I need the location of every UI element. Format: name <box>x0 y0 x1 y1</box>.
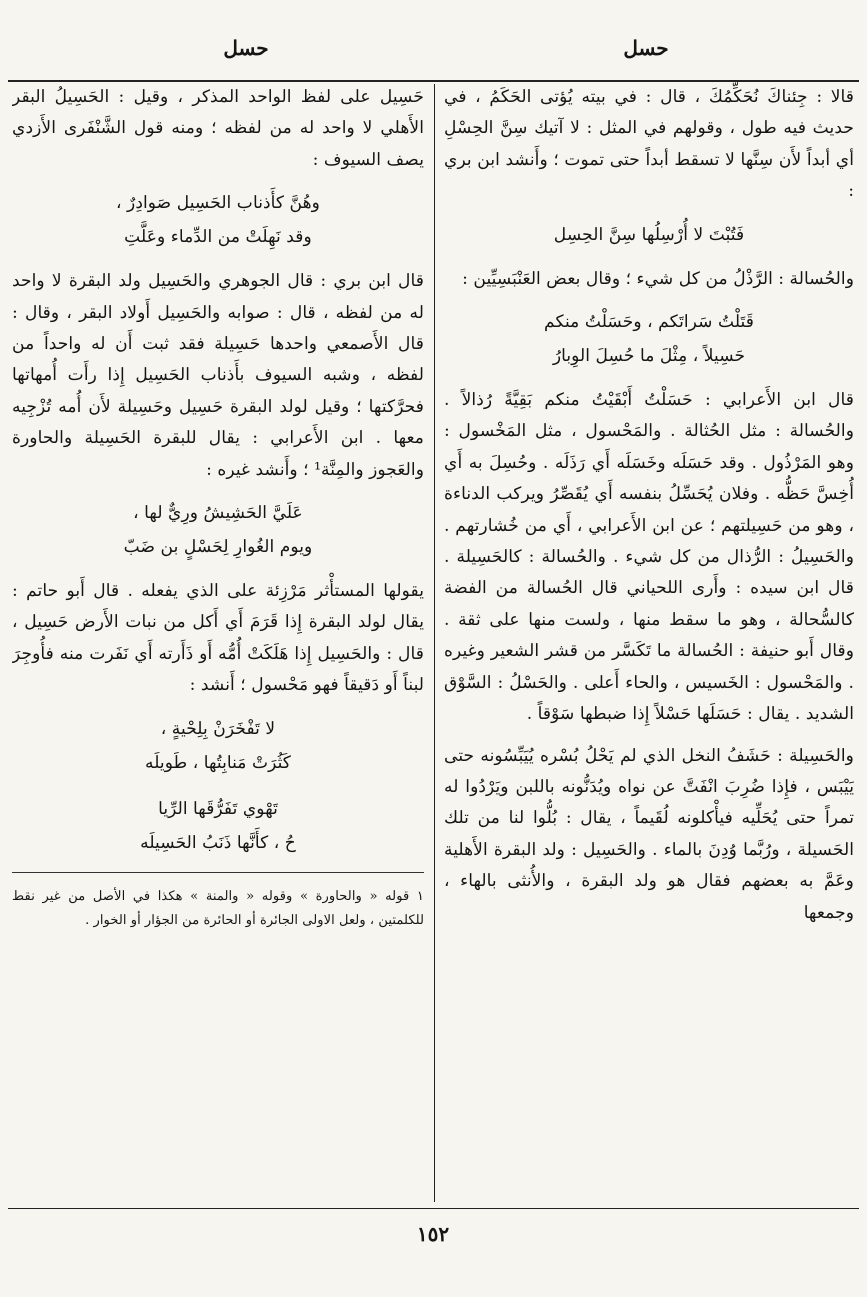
paragraph: قالا : جِئناكَ نُحَكِّمُكَ ، قال : في بيته يُؤتى الحَكَمُ ، في حديث فيه طول ، وقولهم في المثل : لا آتيك سِنَّ الحِسْلِ أي أبداً لأَن سِنَّها لا تسقط أبداً حتى تموت ؛ وأَنشد ابن بري : <box>444 87 854 202</box>
paragraph: والحُسالة : الرَّذْلُ من كل شيء ؛ وقال بعض العَنْبَسِيِّين : <box>462 268 854 289</box>
verse-line: قَتَلْتُ سَراتَكم ، وحَسَلْتُ منكم <box>544 312 754 333</box>
verse <box>444 218 854 252</box>
verse-line: وقد نَهِلَتْ من الدِّماء وعَلَّتِ <box>124 227 312 248</box>
verse-line: ويوم الغُوارِ لِحَسْلٍ بن ضَبّ <box>123 537 313 558</box>
left-column <box>12 82 424 1192</box>
footnote-rule <box>12 872 424 873</box>
column-divider <box>434 84 435 1202</box>
page-number: ١٥٢ <box>416 1222 450 1246</box>
paragraph: والحَسِيلة : حَشَفُ النخل الذي لم يَحْلُ بُسْره يُيَبِّسُونه حتى يَيْبَس ، فإِذا ضُرِبَ انْفَتَّ عن نواه ويُدَنُّونه باللبن ويَرْدُوا له تمراً حتى يُحَلِّيه فيأْكلونه لُقَيماً ، يقال : بُلُّوا لنا من تلك الحَسيلة ، ورُبَّما وُدِنَ بالماء . والحَسِيل : ولد البقرة الأَهلية وعَمَّ به بعضهم فقال هو ولد البقرة ، والأُنثى بالهاء ، وجمعها <box>444 745 854 923</box>
verse-line: تَهْوي تَفَرُّقَها الرِّيا <box>158 798 278 819</box>
header-word-left: حسل <box>223 36 269 60</box>
verse <box>12 712 424 780</box>
verse <box>12 186 424 254</box>
verse-line: لا تَفْخَرَنْ بِلِحْيةٍ ، <box>160 718 276 739</box>
verse-line: حَسِيلاً ، مِثْلَ ما حُسِلَ الوِبارُ <box>552 346 746 367</box>
verse <box>12 792 424 860</box>
right-column <box>444 82 854 1192</box>
bottom-rule <box>8 1208 859 1209</box>
verse-line: وهُنَّ كأَذناب الحَسِيل صَوادِرٌ ، <box>116 193 320 214</box>
verse <box>12 496 424 564</box>
verse-line: عَلَيَّ الحَشِيشُ ورِيٌّ لها ، <box>133 503 303 524</box>
paragraph: قال ابن الأَعرابي : حَسَلْتُ أَبْقَيْتُ منكم بَقِيَّةً رُذالاً . والحُسالة : مثل الحُثالة . والمَحْسول ، مثل المَخْسول : وهو المَرْذُول . وقد حَسَلَه وخَسَلَه أَي رَذَلَه . وحُسِلَ به أَي أُخِسَّ حَظُّه . وفلان يُحَسِّلُ بنفسه أَي يُقَصِّرُ ويركب الدناءة ، وهو من حَسِيلتهم ؛ عن ابن الأَعرابي ، أَي من خُشارتهم . والحَسِيلُ : الرُّذال من كل شيء . والحُسالة : كالحَسِيلة . قال ابن سيده : وأَرى اللحياني قال الحُسالة من الفضة كالسُّحالة ، وهو ما سقط منها ، ولست منها على ثقة . وقال أَبو حنيفة : الحُسالة ما تَكَسَّر من قشر الشعير وغيره . والمَحْسول : الخَسيس ، والحاء أَعلى . والحَسْلُ : السَّوْق الشديد . يقال : حَسَلَها حَسْلاً إِذا ضبطها سَوْقاً . <box>444 390 854 725</box>
paragraph: حَسِيل على لفظ الواحد المذكر ، وقيل : الحَسِيلُ البقر الأَهلي لا واحد له من لفظه ؛ ومنه قول الشَّنْفَرى الأَزدي يصف السيوف : <box>12 87 424 170</box>
paragraph: قال ابن بري : قال الجوهري والحَسِيل ولد البقرة لا واحد له من لفظه ، قال : صوابه والحَسِيل أَولاد البقر ، وقال : قال الأَصمعي واحدها حَسِيلة فقد ثبت أَن له واحداً من لفظه ، وشبه السيوف بأَذناب الحَسِيل إِذا رأَت أُمهاتها فحرَّكتها ؛ وقيل لولد البقرة حَسِيل وحَسِيلة لأَن أُمه تُزْجِيه معها . ابن الأَعرابي : يقال للبقرة الحَسِيلة والحاورة والعَجوز والمِنَّة¹ ؛ وأَنشد غيره : <box>12 271 424 480</box>
verse-line: فَتُبْتَ لا أُرْسِلُها سِنَّ الحِسِل <box>553 224 745 245</box>
paragraph: يقولها المستأْثر مَرْزِئة على الذي يفعله . قال أَبو حاتم : يقال لولد البقرة إِذا قَرَمَ أَي أَكل من نبات الأَرض حَسِيل ، قال : والحَسِيل إِذا هَلَكَتْ أُمُّه أَو ذَأَرته أَي نَفَرت منه فأُوجِرَ لبناً أَو دَقيقاً فهو مَحْسول ؛ أَنشد : <box>12 581 424 696</box>
header-word-right: حسل <box>623 36 669 60</box>
verse <box>444 305 854 373</box>
verse-line: حُ ، كأَنَّها ذَنَبُ الحَسِيلَه <box>140 832 296 853</box>
footnote: ١ قوله « والحاورة » وقوله « والمنة » هكذا في الأصل من غير نقط للكلمتين ، ولعل الاولى الجائرة أو الحائرة من الجؤار أو الخوار . <box>12 888 424 928</box>
verse-line: كَثُرَتْ مَنابِتُها ، طَويلَه <box>145 752 291 773</box>
